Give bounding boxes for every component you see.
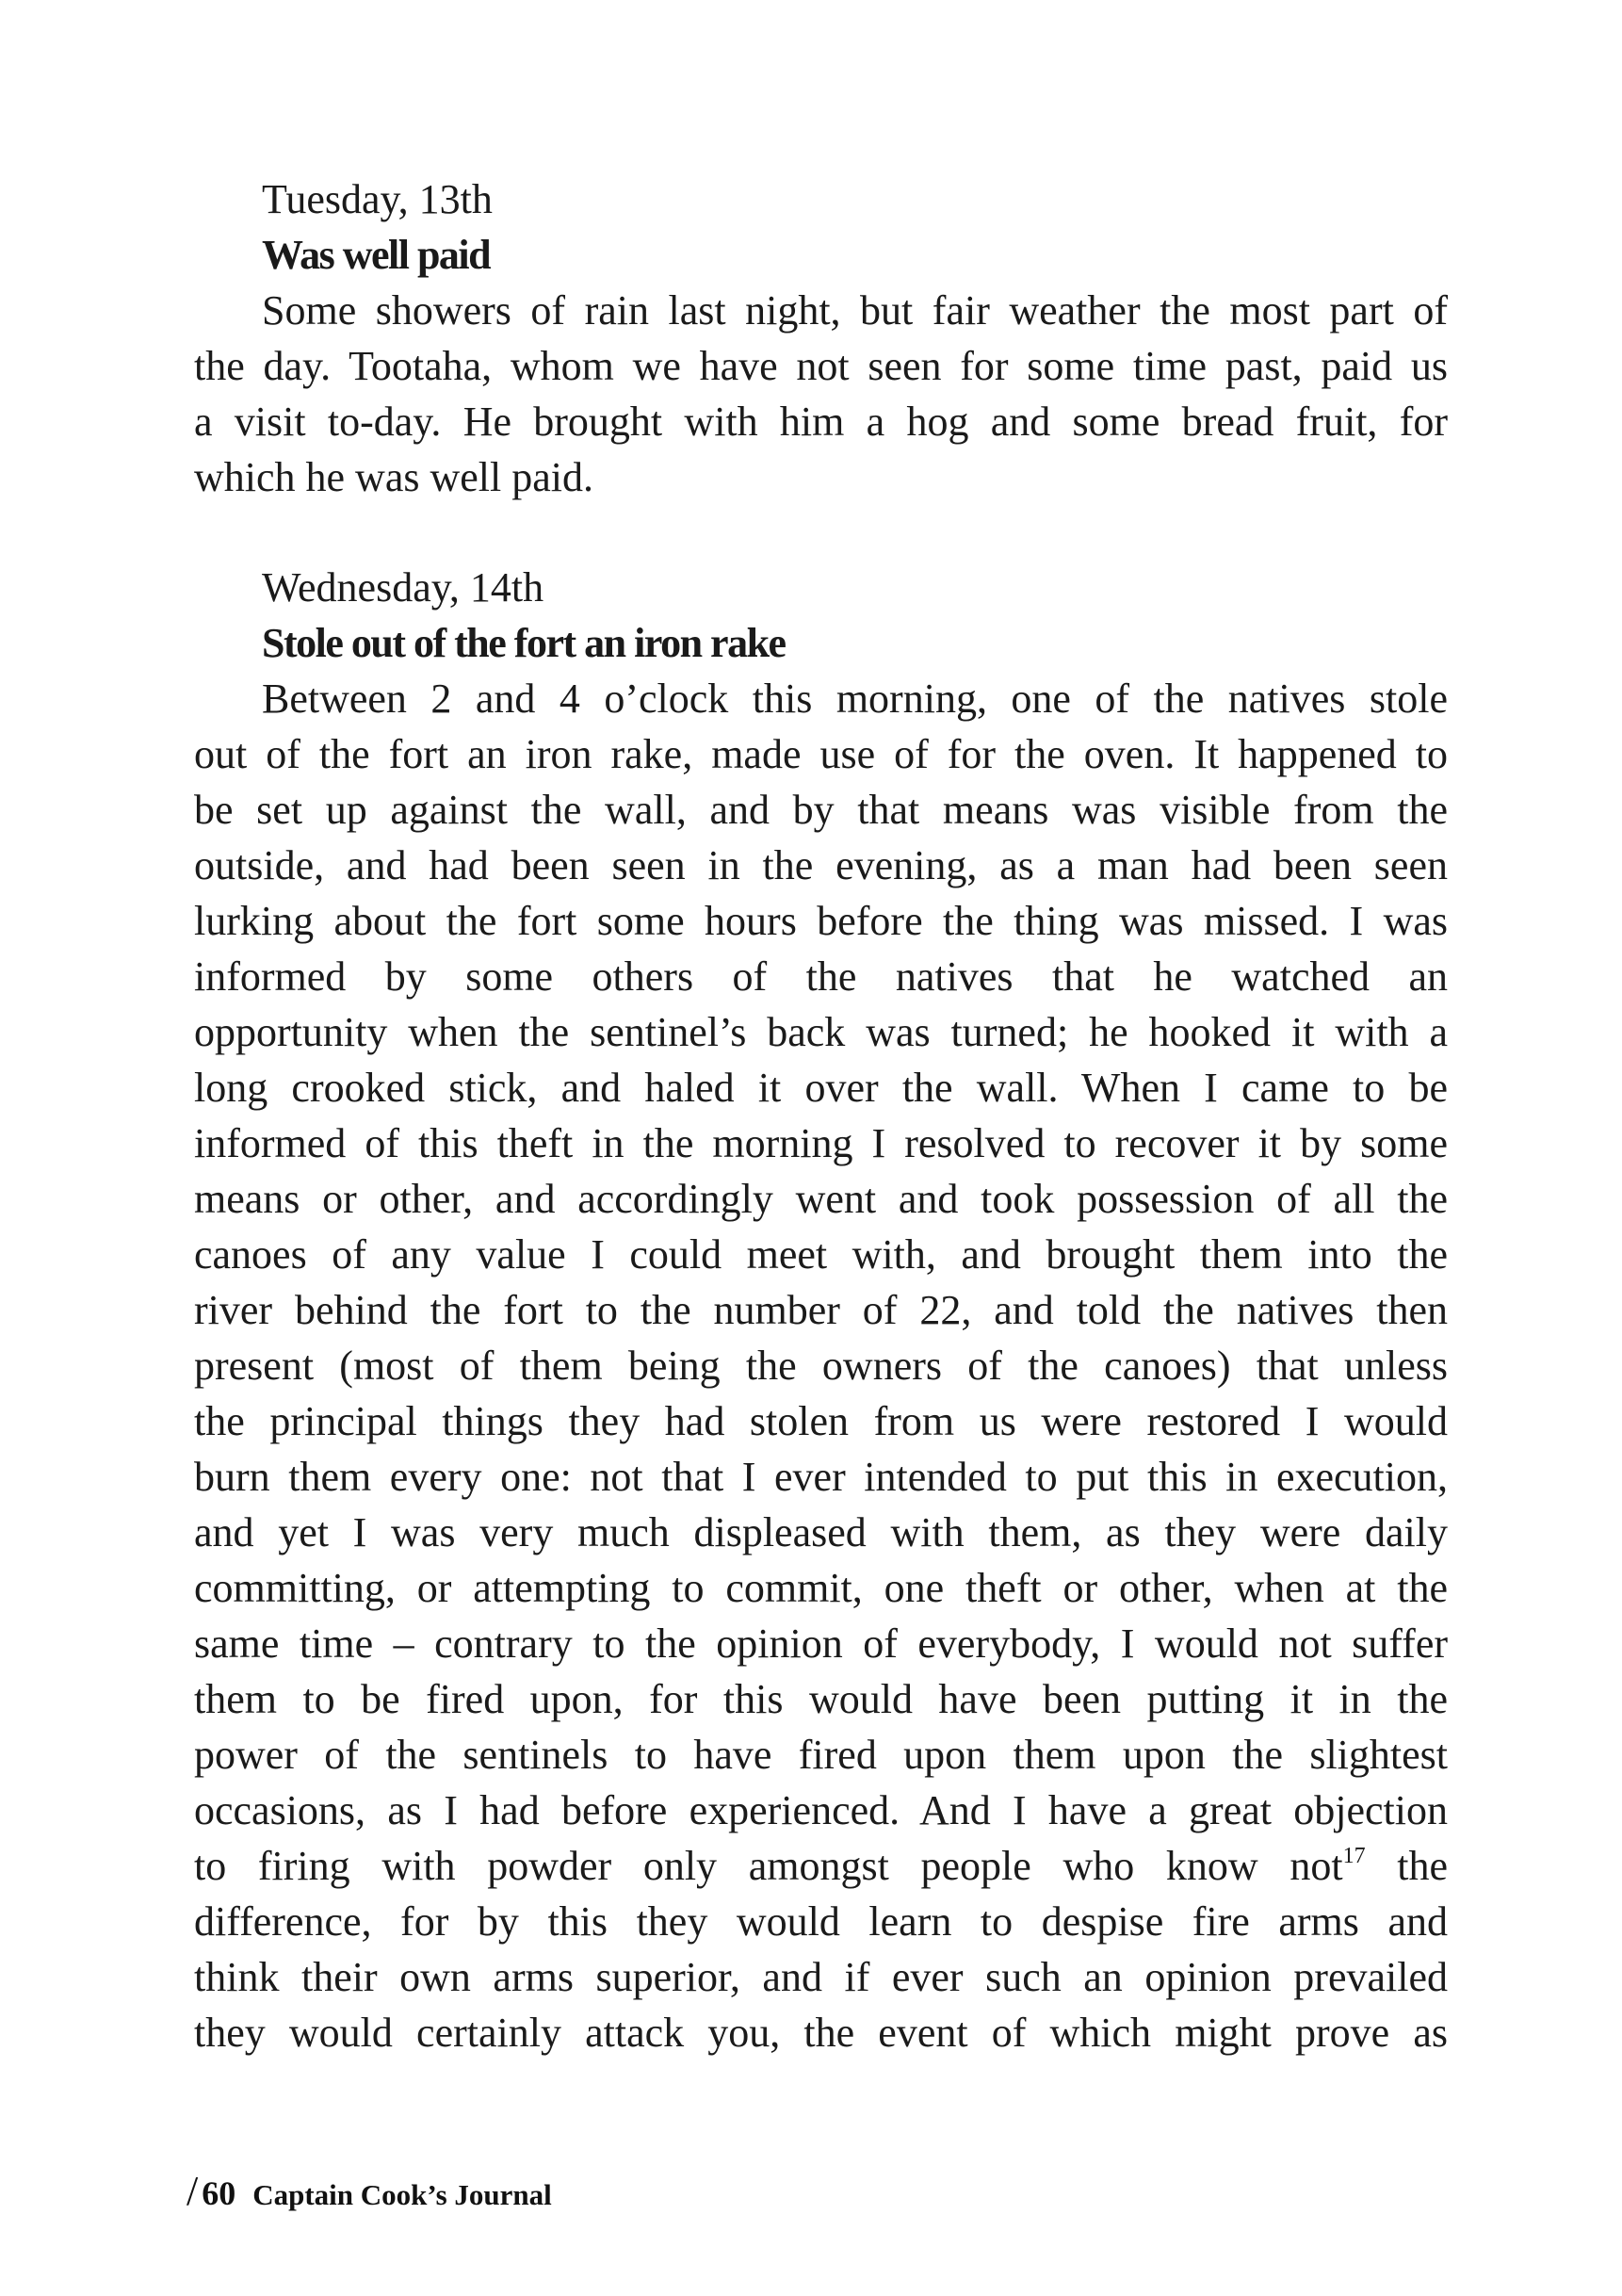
paragraph-line: and yet I was very much displeased with them, as they were daily bbox=[194, 1509, 1448, 1555]
paragraph-line: Some showers of rain last night, but fair weather the most part of bbox=[262, 287, 1448, 334]
entry-heading: Was well paid bbox=[262, 232, 491, 278]
footer-slash: / bbox=[187, 2168, 199, 2214]
paragraph-line: committing, or attempting to commit, one theft or other, when at the bbox=[194, 1565, 1448, 1611]
paragraph-line: the day. Tootaha, whom we have not seen for some time past, paid us bbox=[194, 343, 1448, 389]
paragraph-line: burn them every one: not that I ever intended to put this in execution, bbox=[194, 1454, 1448, 1500]
page-number: 60 bbox=[202, 2174, 236, 2212]
paragraph-line-with-footnote bbox=[194, 1838, 1448, 1894]
footnote-marker[interactable]: 17 bbox=[1342, 1844, 1366, 1868]
paragraph-line: the principal things they had stolen from us were restored I would bbox=[194, 1398, 1448, 1444]
line-text: the bbox=[1397, 1843, 1449, 1889]
entry-date: Tuesday, 13th bbox=[262, 176, 493, 222]
entry-date: Wednesday, 14th bbox=[262, 564, 544, 611]
paragraph-line: present (most of them being the owners of the canoes) that unless bbox=[194, 1343, 1448, 1389]
paragraph-line: Between 2 and 4 o’clock this morning, one of the natives stole bbox=[262, 676, 1448, 722]
paragraph-line: out of the fort an iron rake, made use of for the oven. It happened to bbox=[194, 731, 1448, 777]
page-footer bbox=[187, 2167, 552, 2215]
paragraph-line: they would certainly attack you, the event of which might prove as bbox=[194, 2010, 1448, 2056]
paragraph-line: outside, and had been seen in the evening, as a man had been seen bbox=[194, 842, 1448, 888]
paragraph-line: informed of this theft in the morning I resolved to recover it by some bbox=[194, 1120, 1448, 1166]
paragraph-line: think their own arms superior, and if ever such an opinion prevailed bbox=[194, 1954, 1448, 2000]
entry-heading: Stole out of the fort an iron rake bbox=[262, 620, 786, 666]
paragraph-line: means or other, and accordingly went and took possession of all the bbox=[194, 1176, 1448, 1222]
paragraph-line: a visit to-day. He brought with him a hog and some bread fruit, for bbox=[194, 399, 1448, 445]
paragraph-line: opportunity when the sentinel’s back was turned; he hooked it with a bbox=[194, 1009, 1448, 1055]
paragraph-line: canoes of any value I could meet with, and brought them into the bbox=[194, 1231, 1448, 1278]
paragraph-line: be set up against the wall, and by that means was visible from the bbox=[194, 787, 1448, 833]
paragraph-line: power of the sentinels to have fired upon them upon the slightest bbox=[194, 1732, 1448, 1778]
paragraph-line: occasions, as I had before experienced. And I have a great objection bbox=[194, 1787, 1448, 1833]
paragraph-line: which he was well paid. bbox=[194, 454, 593, 500]
book-title: Captain Cook’s Journal bbox=[252, 2178, 552, 2211]
paragraph-line: same time – contrary to the opinion of everybody, I would not suffer bbox=[194, 1620, 1448, 1667]
paragraph-line: them to be fired upon, for this would have been putting it in the bbox=[194, 1676, 1448, 1722]
line-text: to firing with powder only amongst people who know not bbox=[194, 1843, 1343, 1889]
paragraph-line: river behind the fort to the number of 22, and told the natives then bbox=[194, 1287, 1448, 1333]
paragraph-line: long crooked stick, and haled it over the wall. When I came to be bbox=[194, 1065, 1448, 1111]
paragraph-line: informed by some others of the natives that he watched an bbox=[194, 953, 1448, 1000]
paragraph-line: difference, for by this they would learn to despise fire arms and bbox=[194, 1898, 1448, 1945]
paragraph-line: lurking about the fort some hours before the thing was missed. I was bbox=[194, 898, 1448, 944]
